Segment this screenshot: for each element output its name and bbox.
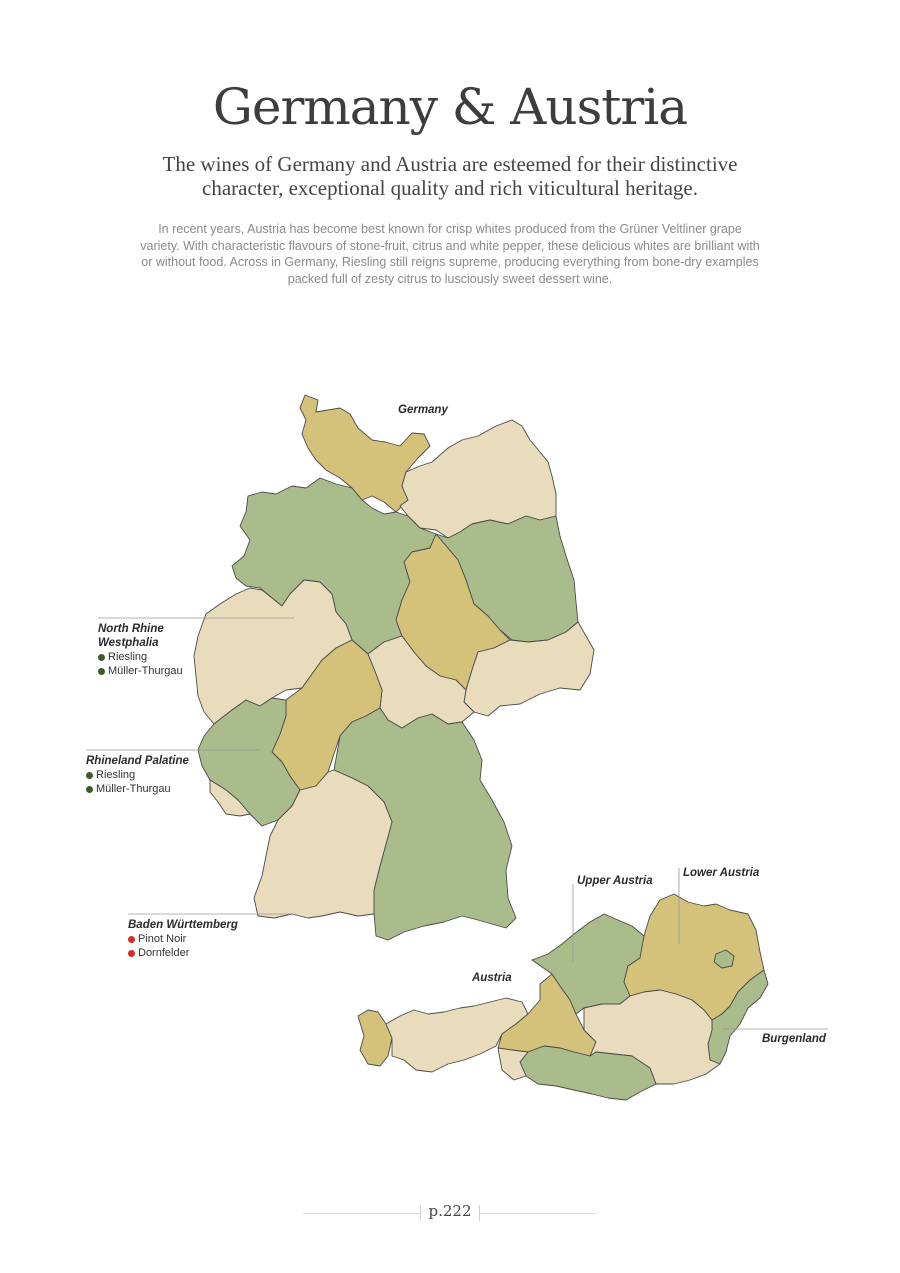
region-label-lower-austria: Lower Austria [683, 867, 760, 879]
grape-item [98, 650, 183, 664]
region-vorarlberg [358, 1010, 392, 1066]
grape-item [86, 782, 171, 796]
grape-list-north-rhine-westphalia [98, 650, 183, 678]
grape-item [98, 664, 183, 678]
region-label-upper-austria: Upper Austria [577, 875, 653, 887]
region-label-rhineland-palatine: Rhineland Palatine [86, 755, 189, 767]
region-name-line2: Westphalia [98, 637, 159, 649]
country-label-germany: Germany [398, 404, 448, 416]
grape-name: Müller-Thurgau [96, 783, 171, 795]
white-grape-dot-icon [86, 772, 93, 779]
grape-list-rhineland-palatine [86, 768, 171, 796]
grape-item [128, 932, 189, 946]
region-label-burgenland: Burgenland [762, 1033, 826, 1045]
region-label-north-rhine-westphalia [98, 622, 164, 650]
white-grape-dot-icon [98, 668, 105, 675]
white-grape-dot-icon [86, 786, 93, 793]
page-subtitle: The wines of Germany and Austria are esteemed for their distinctive character, exceptional quality and rich viticultural heritage. [162, 152, 738, 200]
country-label-austria: Austria [472, 972, 512, 984]
region-label-baden-wurttemberg: Baden Württemberg [128, 919, 238, 931]
red-grape-dot-icon [128, 936, 135, 943]
intro-paragraph: In recent years, Austria has become best known for crisp whites produced from the Grüner Veltliner grape variety. With characteristic flavours of stone-fruit, citrus and white pepper, these delicious whites are brilliant with or without food. Across in Germany, Riesling still reigns supreme, producing everything from bone-dry examples packed full of zesty citrus to lusciously sweet dessert wine. [140, 222, 760, 286]
grape-name: Pinot Noir [138, 933, 187, 945]
white-grape-dot-icon [98, 654, 105, 661]
germany-map [194, 395, 594, 940]
grape-item [128, 946, 189, 960]
page-title: Germany & Austria [212, 78, 688, 136]
grape-item [86, 768, 171, 782]
page-number: p.222 [428, 1202, 472, 1220]
red-grape-dot-icon [128, 950, 135, 957]
grape-name: Müller-Thurgau [108, 665, 183, 677]
grape-name: Riesling [108, 651, 148, 663]
grape-list-baden-wurttemberg [128, 932, 189, 960]
grape-name: Riesling [96, 769, 136, 781]
grape-name: Dornfelder [138, 947, 190, 959]
region-name-line1: North Rhine [98, 623, 164, 635]
footer-divider-right [480, 1213, 596, 1214]
